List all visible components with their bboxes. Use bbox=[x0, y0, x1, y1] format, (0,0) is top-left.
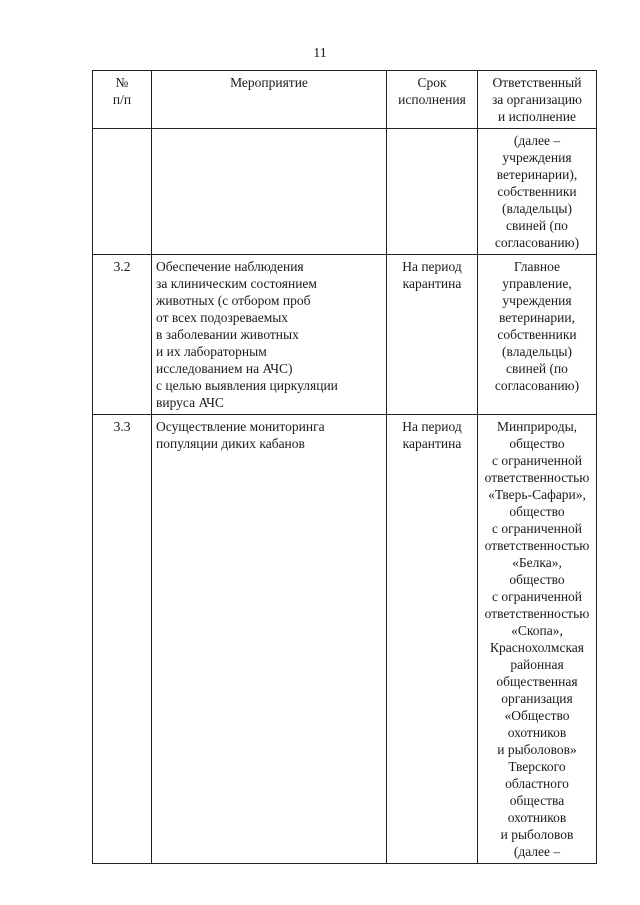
responsible-line: общество bbox=[509, 436, 565, 451]
responsible-line: согласованию) bbox=[494, 378, 580, 393]
responsible-line: с ограниченной bbox=[491, 589, 583, 604]
responsible-line: собственники bbox=[497, 327, 577, 342]
responsible-line: районная bbox=[510, 657, 564, 672]
responsible-line: (далее – bbox=[513, 844, 561, 859]
event-line: в заболевании животных bbox=[156, 327, 299, 342]
responsible-line: ветеринарии, bbox=[499, 310, 575, 325]
responsible-line: учреждения bbox=[502, 150, 572, 165]
table-row bbox=[93, 129, 597, 255]
responsible-line: областного bbox=[505, 776, 569, 791]
responsible-line: Главное bbox=[513, 259, 561, 274]
responsible-line: общество bbox=[509, 572, 565, 587]
table-row bbox=[93, 255, 597, 415]
table-row bbox=[93, 415, 597, 864]
cell-term bbox=[387, 415, 478, 864]
term-line: карантина bbox=[402, 436, 462, 451]
responsible-line: ветеринарии), bbox=[496, 167, 578, 182]
responsible-line: «Тверь-Сафари», bbox=[488, 487, 586, 502]
header-num-line: п/п bbox=[112, 92, 132, 107]
header-responsible-line: за организацию bbox=[491, 92, 583, 107]
responsible-line: Краснохолмская bbox=[489, 640, 584, 655]
cell-num bbox=[93, 129, 152, 255]
cell-responsible bbox=[478, 129, 597, 255]
cell-event bbox=[152, 415, 387, 864]
cell-event bbox=[152, 255, 387, 415]
term-line: На период bbox=[402, 419, 462, 434]
term-line: На период bbox=[402, 259, 462, 274]
event-line: исследованием на АЧС) bbox=[156, 361, 293, 376]
header-term-line: Срок bbox=[417, 75, 447, 90]
header-term bbox=[387, 71, 478, 129]
responsible-line: свиней (по bbox=[506, 361, 568, 376]
responsible-line: управление, bbox=[502, 276, 572, 291]
responsible-line: с ограниченной bbox=[491, 453, 583, 468]
responsible-line: организация bbox=[501, 691, 573, 706]
responsible-line: Минприроды, bbox=[496, 419, 578, 434]
header-term-line: исполнения bbox=[398, 92, 466, 107]
event-line: вируса АЧС bbox=[156, 395, 224, 410]
cell-term bbox=[387, 129, 478, 255]
responsible-line: охотников bbox=[507, 725, 567, 740]
cell-num: 3.3 bbox=[93, 415, 152, 864]
header-responsible-line: и исполнение bbox=[497, 109, 576, 124]
responsible-line: с ограниченной bbox=[491, 521, 583, 536]
header-event-line: Мероприятие bbox=[230, 75, 308, 90]
header-num-line: № bbox=[115, 75, 129, 90]
responsible-line: общество bbox=[509, 504, 565, 519]
measures-table bbox=[92, 70, 597, 864]
responsible-line: общества bbox=[509, 793, 565, 808]
header-responsible-line: Ответственный bbox=[492, 75, 582, 90]
event-line: за клиническим состоянием bbox=[156, 276, 317, 291]
cell-responsible bbox=[478, 255, 597, 415]
header-event bbox=[152, 71, 387, 129]
responsible-line: охотников bbox=[507, 810, 567, 825]
table-header-row bbox=[93, 71, 597, 129]
responsible-line: и рыболовов bbox=[500, 827, 574, 842]
responsible-line: Тверского bbox=[508, 759, 566, 774]
responsible-line: «Белка», bbox=[512, 555, 562, 570]
event-line: от всех подозреваемых bbox=[156, 310, 289, 325]
cell-event bbox=[152, 129, 387, 255]
event-line: Обеспечение наблюдения bbox=[156, 259, 304, 274]
responsible-line: учреждения bbox=[502, 293, 572, 308]
event-line: и их лабораторным bbox=[156, 344, 267, 359]
event-line: животных (с отбором проб bbox=[156, 293, 311, 308]
term-line: карантина bbox=[402, 276, 462, 291]
responsible-line: (владельцы) bbox=[502, 201, 572, 216]
responsible-line: ответственностью bbox=[484, 606, 590, 621]
responsible-line: и рыболовов» bbox=[497, 742, 577, 757]
cell-responsible bbox=[478, 415, 597, 864]
responsible-line: ответственностью bbox=[484, 470, 590, 485]
responsible-line: (далее – bbox=[513, 133, 561, 148]
header-num bbox=[93, 71, 152, 129]
responsible-line: (владельцы) bbox=[502, 344, 572, 359]
event-line: с целью выявления циркуляции bbox=[156, 378, 338, 393]
responsible-line: общественная bbox=[496, 674, 578, 689]
responsible-line: «Скопа», bbox=[511, 623, 563, 638]
page-number: 11 bbox=[313, 46, 327, 61]
cell-term bbox=[387, 255, 478, 415]
event-line: Осуществление мониторинга bbox=[156, 419, 325, 434]
responsible-line: ответственностью bbox=[484, 538, 590, 553]
event-line: популяции диких кабанов bbox=[156, 436, 305, 451]
cell-num: 3.2 bbox=[93, 255, 152, 415]
header-responsible bbox=[478, 71, 597, 129]
responsible-line: собственники bbox=[497, 184, 577, 199]
responsible-line: свиней (по bbox=[506, 218, 568, 233]
responsible-line: «Общество bbox=[504, 708, 570, 723]
responsible-line: согласованию) bbox=[494, 235, 580, 250]
